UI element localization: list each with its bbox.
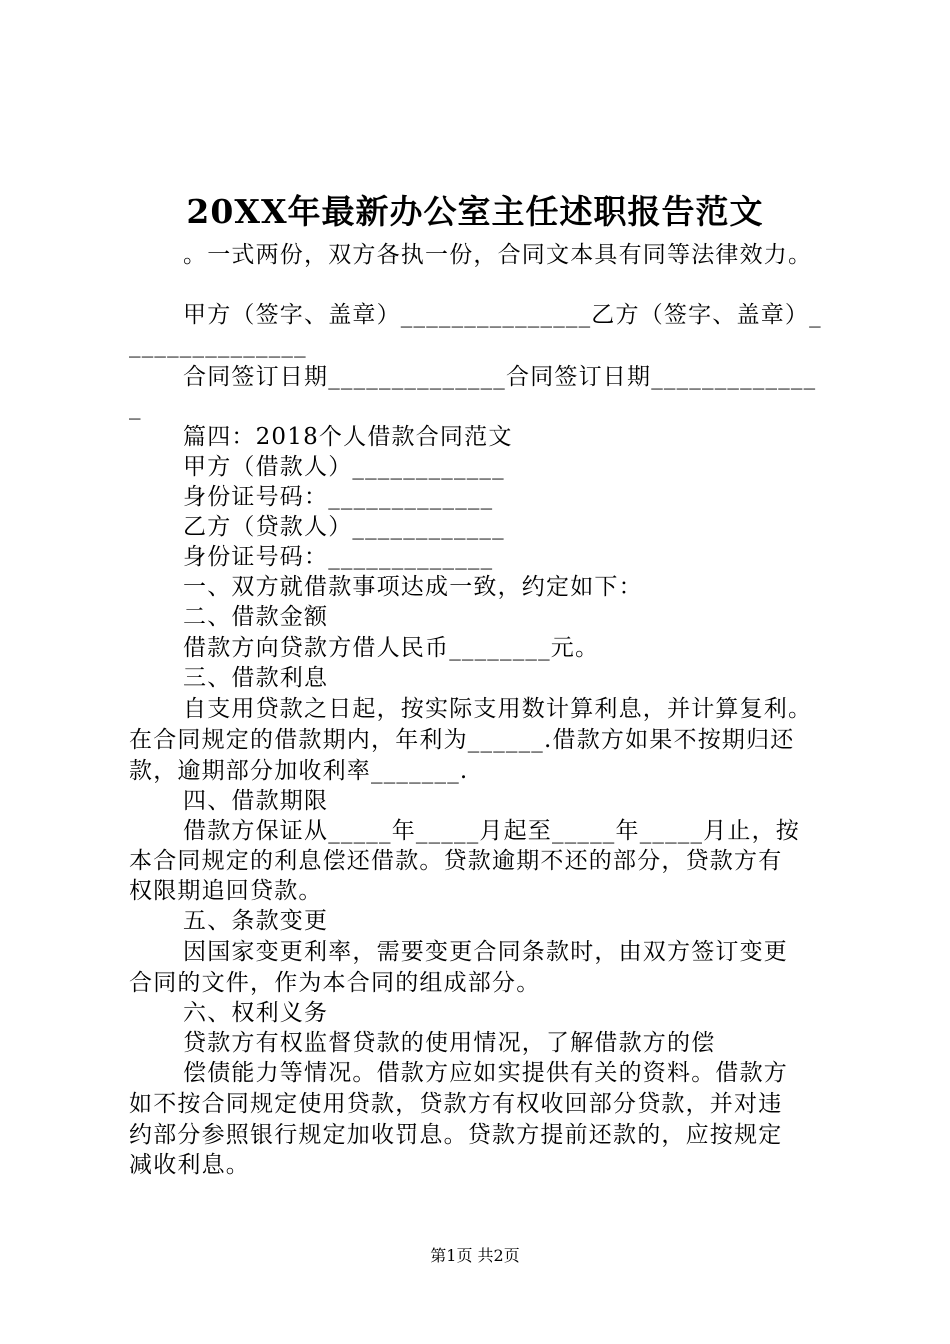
page-footer: 第1页 共2页 bbox=[430, 1246, 520, 1265]
document-title: 20XX年最新办公室主任述职报告范文 bbox=[186, 192, 764, 231]
text-line: ______________ bbox=[129, 332, 307, 358]
text-line: 合同签订日期______________合同签订日期_____________ bbox=[183, 364, 817, 390]
text-line: 减收利息。 bbox=[129, 1152, 250, 1178]
section-heading: 五、条款变更 bbox=[183, 908, 329, 934]
section-heading: 篇四：2018个人借款合同范文 bbox=[183, 424, 513, 450]
text-line: 甲方（借款人）____________ bbox=[183, 454, 505, 480]
text-line: 权限期追回贷款。 bbox=[129, 878, 323, 904]
text-line: 借款方保证从_____年_____月起至_____年_____月止，按 bbox=[183, 818, 800, 844]
text-line: 本合同规定的利息偿还借款。贷款逾期不还的部分，贷款方有 bbox=[129, 848, 783, 874]
text-line: 贷款方有权监督贷款的使用情况，了解借款方的偿 bbox=[183, 1030, 716, 1056]
text-line: 在合同规定的借款期内，年利为______.借款方如果不按期归还 bbox=[129, 727, 795, 753]
text-line: 一、双方就借款事项达成一致，约定如下： bbox=[183, 574, 643, 600]
text-line: 乙方（贷款人）____________ bbox=[183, 514, 505, 540]
section-heading: 三、借款利息 bbox=[183, 665, 329, 691]
section-heading: 六、权利义务 bbox=[183, 1000, 329, 1026]
text-line: 身份证号码：_____________ bbox=[183, 484, 494, 510]
section-heading: 二、借款金额 bbox=[183, 604, 329, 630]
text-line: 借款方向贷款方借人民币________元。 bbox=[183, 635, 600, 661]
text-line: 自支用贷款之日起，按实际支用数计算利息，并计算复利。 bbox=[183, 696, 813, 722]
text-line: _ bbox=[129, 394, 142, 420]
text-line: 款，逾期部分加收利率_______. bbox=[129, 758, 469, 784]
text-line: 身份证号码：_____________ bbox=[183, 544, 494, 570]
text-line: 偿债能力等情况。借款方应如实提供有关的资料。借款方 bbox=[183, 1060, 788, 1086]
text-line: 。一式两份，双方各执一份，合同文本具有同等法律效力。 bbox=[183, 242, 813, 268]
text-line: 因国家变更利率，需要变更合同条款时，由双方签订变更 bbox=[183, 939, 788, 965]
text-line: 甲方（签字、盖章）_______________乙方（签字、盖章）_ bbox=[183, 302, 822, 328]
text-line: 合同的文件，作为本合同的组成部分。 bbox=[129, 970, 541, 996]
text-line: 如不按合同规定使用贷款，贷款方有权收回部分贷款，并对违 bbox=[129, 1091, 783, 1117]
text-line: 约部分参照银行规定加收罚息。贷款方提前还款的，应按规定 bbox=[129, 1122, 783, 1148]
section-heading: 四、借款期限 bbox=[183, 788, 329, 814]
